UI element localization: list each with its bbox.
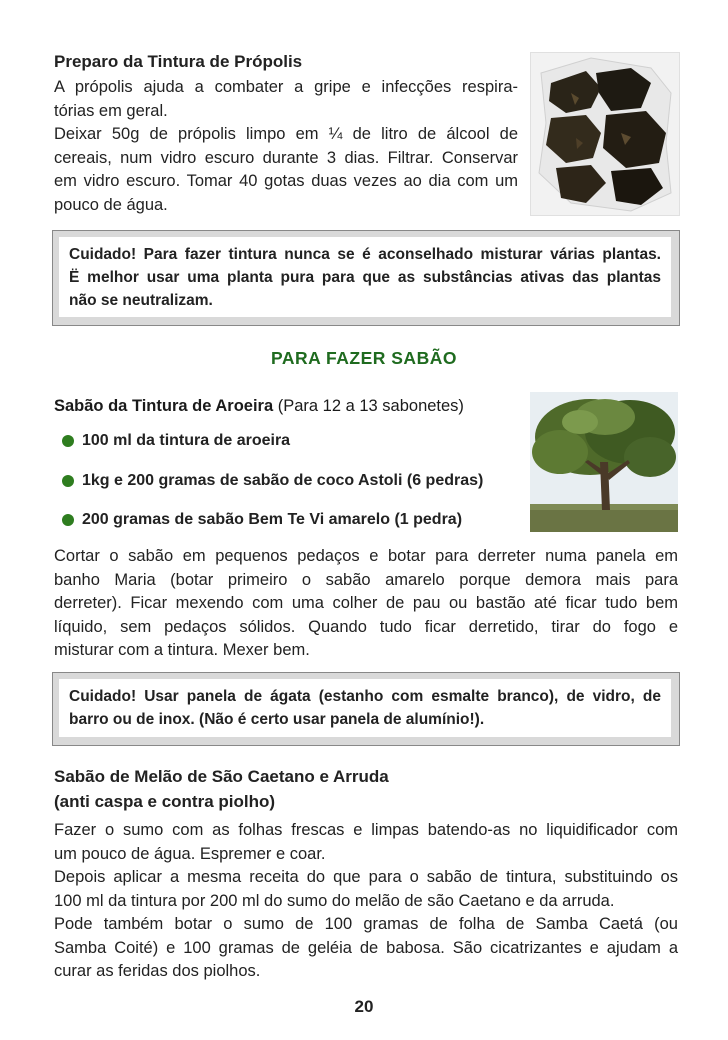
- warning-line: barro ou de inox. (Não é certo usar panela de alumínio!).: [69, 711, 485, 728]
- ingredient-text: 200 gramas de sabão Bem Te Vi amarelo (1 pedra): [82, 511, 463, 528]
- ingredient-item: [62, 511, 462, 529]
- warning-line: Ë melhor usar uma planta pura para que as substâncias ativas das plantas: [69, 269, 661, 286]
- aroeira-title: [54, 397, 464, 416]
- warning-box: [52, 230, 680, 326]
- bullet-icon: [62, 475, 74, 487]
- melao-instructions: [54, 819, 678, 984]
- warning-line: não se neutralizam.: [69, 292, 213, 309]
- melao-line: Depois aplicar a mesma receita do que para o sabão de tintura, substituindo os: [54, 868, 678, 886]
- tree-image-icon: [530, 392, 678, 532]
- melao-title: Sabão de Melão de São Caetano e Arruda: [54, 767, 389, 786]
- melao-line: Pode também botar o sumo de 100 gramas de folha de Samba Caetá (ou: [54, 915, 678, 933]
- propolis-line: em vidro escuro. Tomar 40 gotas duas vezes ao dia com um: [54, 172, 518, 190]
- aroeira-title-bold: Sabão da Tintura de Aroeira: [54, 397, 274, 415]
- page-number: 20: [354, 997, 374, 1016]
- aroeira-line: banho Maria (botar primeiro o sabão amarelo porque demora mais para: [54, 570, 678, 589]
- melao-subtitle: (anti caspa e contra piolho): [54, 792, 276, 811]
- propolis-line: Deixar 50g de própolis limpo em ¼ de litro de álcool de: [54, 125, 518, 143]
- melao-line: um pouco de água. Espremer e coar.: [54, 844, 326, 863]
- warning-text: [59, 237, 671, 317]
- ingredient-text: 100 ml da tintura de aroeira: [82, 432, 291, 449]
- bullet-icon: [62, 435, 74, 447]
- propolis-line: cereais, num vidro escuro durante 3 dias. Filtrar. Conservar: [54, 148, 518, 167]
- propolis-line: tórias em geral.: [54, 101, 168, 120]
- aroeira-instructions: [54, 545, 678, 663]
- ingredient-text: 1kg e 200 gramas de sabão de coco Astoli (6 pedras): [82, 472, 484, 489]
- propolis-line: A própolis ajuda a combater a gripe e infecções respira-: [54, 78, 518, 96]
- aroeira-line: derreter). Ficar mexendo com uma colher de pau ou bastão até ficar tudo bem: [54, 594, 678, 612]
- ingredient-item: [62, 472, 483, 490]
- aroeira-line: Cortar o sabão em pequenos pedaços e botar para derreter numa panela em: [54, 547, 678, 565]
- propolis-photo: [530, 52, 680, 216]
- section-title: PARA FAZER SABÃO: [271, 348, 457, 368]
- propolis-text: [54, 76, 518, 217]
- aroeira-title-normal: (Para 12 a 13 sabonetes): [273, 397, 464, 415]
- propolis-line: pouco de água.: [54, 195, 168, 214]
- warning-line: Cuidado! Usar panela de ágata (estanho com esmalte branco), de vidro, de: [69, 688, 661, 705]
- aroeira-line: líquido, sem pedaços sólidos. Quando tudo ficar derretido, tirar do fogo e: [54, 617, 678, 636]
- warning-box: [52, 672, 680, 746]
- warning-text: [59, 679, 671, 737]
- bullet-icon: [62, 514, 74, 526]
- aroeira-line: misturar com a tintura. Mexer bem.: [54, 641, 310, 659]
- aroeira-tree-photo: [530, 392, 678, 532]
- melao-line: Samba Coité) e 100 gramas de geléia de babosa. São cicatrizantes e ajudam a: [54, 938, 678, 957]
- melao-line: 100 ml da tintura por 200 ml do sumo do melão de são Caetano e da arruda.: [54, 891, 615, 910]
- propolis-title: Preparo da Tintura de Própolis: [54, 52, 303, 71]
- ingredient-item: [62, 432, 290, 450]
- warning-line: Cuidado! Para fazer tintura nunca se é aconselhado misturar várias plantas.: [69, 246, 661, 263]
- melao-line: curar as feridas dos piolhos.: [54, 962, 261, 980]
- melao-line: Fazer o sumo com as folhas frescas e limpas batendo-as no liquidificador com: [54, 821, 678, 839]
- propolis-image-icon: [531, 53, 679, 215]
